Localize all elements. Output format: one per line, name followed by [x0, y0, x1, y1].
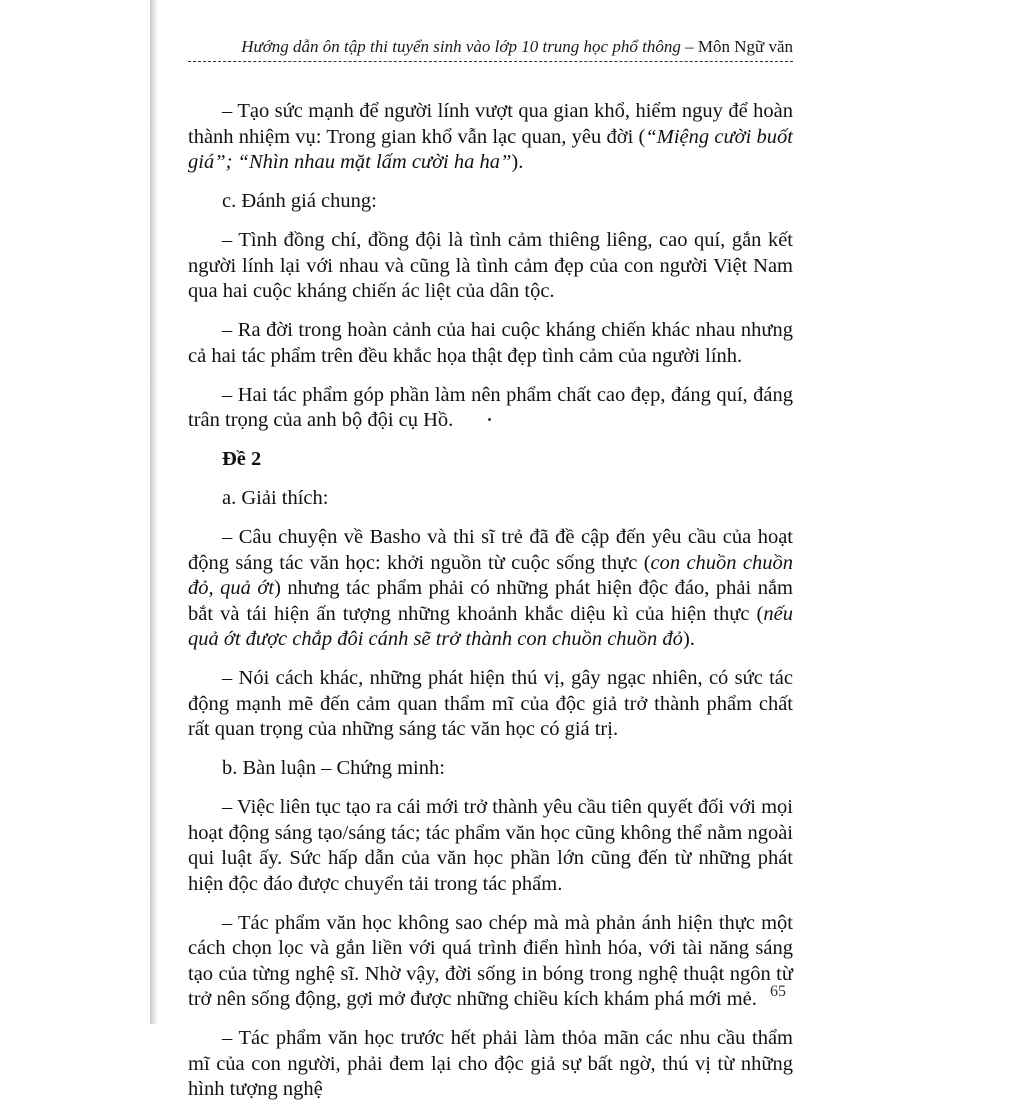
section-label-b: b. Bàn luận – Chứng minh:: [222, 757, 445, 779]
page-margin: [0, 0, 150, 1024]
paragraph-4: – Ra đời trong hoàn cảnh của hai cuộc kháng chiến khác nhau nhưng cả hai tác phẩm trên đều khắc họa thật đẹp tình cảm của người lính.: [188, 319, 793, 367]
header-text: [241, 37, 793, 57]
page-number: 65: [770, 983, 786, 1000]
exercise-heading: Đề 2: [222, 448, 262, 470]
paragraph-1: – Tạo sức mạnh để người lính vượt qua gian khổ, hiểm nguy để hoàn thành nhiệm vụ: Trong gian khổ vẫn lạc quan, yêu đời (“Miệng cười buốt giá”; “Nhìn nhau mặt lấm cười ha ha”).: [188, 100, 793, 173]
paragraph-8: – Câu chuyện về Basho và thi sĩ trẻ đã đề cập đến yêu cầu của hoạt động sáng tác văn học: khởi nguồn từ cuộc sống thực (con chuồn chuồn đỏ, quả ớt) nhưng tác phẩm phải có những phát hiện độc đáo, phải nắm bắt và tái hiện ấn tượng những khoảnh khắc diệu kì của hiện thực (nếu quả ớt được chắp đôi cánh sẽ trở thành con chuồn chuồn đỏ).: [188, 526, 793, 650]
paragraph-13: – Tác phẩm văn học trước hết phải làm thỏa mãn các nhu cầu thẩm mĩ của con người, phải đem lại cho độc giả sự bất ngờ, thú vị từ những hình tượng nghệ: [188, 1027, 793, 1100]
header-subject: Môn Ngữ văn: [697, 37, 793, 56]
print-speck: [488, 418, 491, 421]
running-header: [188, 30, 793, 60]
page-body: [188, 99, 793, 1116]
paragraph-12: – Tác phẩm văn học không sao chép mà mà phản ánh hiện thực một cách chọn lọc và gắn liền với quá trình điển hình hóa, với tài năng sáng tạo của từng nghệ sĩ. Nhờ vậy, đời sống in bóng trong nghệ thuật ngôn từ trở nên sống động, gợi mở được những chiều kích khám phá mới mẻ.: [188, 911, 793, 1010]
paragraph-3: – Tình đồng chí, đồng đội là tình cảm thiêng liêng, cao quí, gắn kết người lính lại với nhau và cũng là tình cảm đẹp của con người Việt Nam qua hai cuộc kháng chiến ác liệt của dân tộc.: [188, 229, 793, 302]
header-dashed-rule: [188, 61, 793, 62]
paragraph-5: – Hai tác phẩm góp phần làm nên phẩm chất cao đẹp, đáng quí, đáng trân trọng của anh bộ đội cụ Hồ.: [188, 383, 793, 431]
header-title: Hướng dẫn ôn tập thi tuyển sinh vào lớp 10 trung học phổ thông –: [241, 37, 698, 56]
section-label-c: c. Đánh giá chung:: [222, 190, 377, 212]
section-label-a: a. Giải thích:: [222, 487, 329, 509]
paragraph-9: – Nói cách khác, những phát hiện thú vị, gây ngạc nhiên, có sức tác động mạnh mẽ đến cảm quan thẩm mĩ của độc giả trở thành phẩm chất rất quan trọng của những sáng tác văn học có giá trị.: [188, 667, 793, 740]
paragraph-11: – Việc liên tục tạo ra cái mới trở thành yêu cầu tiên quyết đối với mọi hoạt động sáng tạo/sáng tác; tác phẩm văn học cũng không thể nằm ngoài qui luật ấy. Sức hấp dẫn của văn học phần lớn cũng đến từ những phát hiện độc đáo được chuyển tải trong tác phẩm.: [188, 796, 793, 895]
page-edge-shadow: [150, 0, 158, 1024]
